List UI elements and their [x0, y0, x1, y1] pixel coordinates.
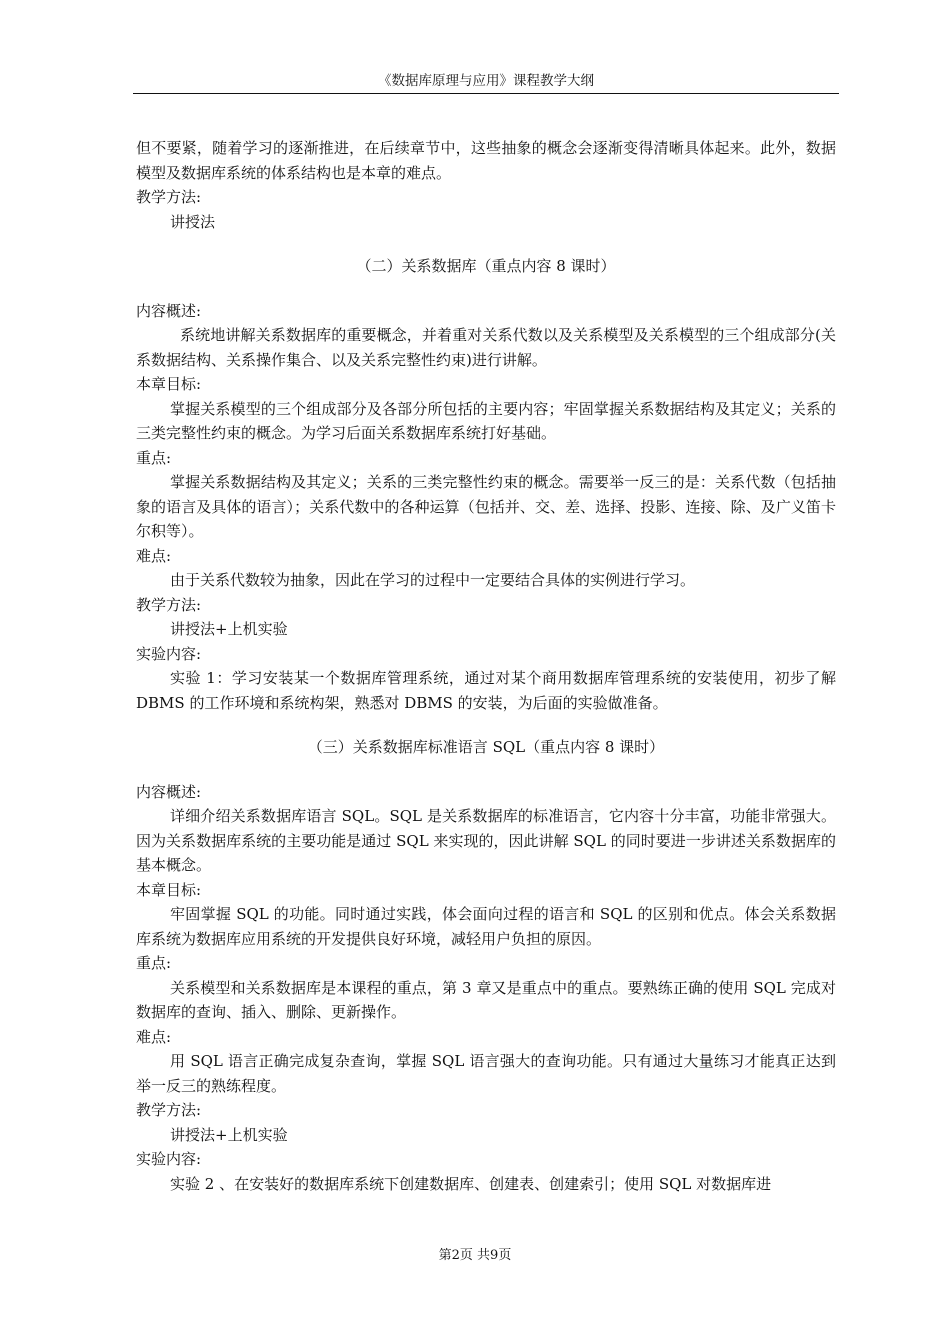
- section2-goal-label: 本章目标:: [136, 375, 202, 393]
- page-footer: 第2页 共9页: [438, 1248, 512, 1263]
- intro-method-value: 讲授法: [170, 212, 216, 231]
- intro-continuation: 但不要紧，随着学习的逐渐推进，在后续章节中，这些抽象的概念会逐渐变得清晰具体起来。此外，数据模型及数据库系统的体系结构也是本章的难点。: [136, 139, 836, 182]
- section2-lab-label: 实验内容:: [136, 644, 202, 663]
- section2-key-label: 重点:: [136, 448, 172, 467]
- section2-difficulty-label: 难点:: [136, 546, 172, 565]
- section3-goal-text: 牢固掌握 SQL 的功能。同时通过实践，体会面向过程的语言和 SQL 的区别和优点。体会关系数据库系统为数据库应用系统的开发提供良好环境，减轻用户负担的原因。: [136, 905, 836, 948]
- section3-key-text: 关系模型和关系数据库是本课程的重点，第 3 章又是重点中的重点。要熟练正确的使用 SQL 完成对数据库的查询、插入、删除、更新操作。: [136, 978, 836, 1021]
- section3-difficulty-label: 难点:: [136, 1027, 172, 1046]
- section2-goal-text: 掌握关系模型的三个组成部分及各部分所包括的主要内容；牢固掌握关系数据结构及其定义；关系的三类完整性约束的概念。为学习后面关系数据库系统打好基础。: [136, 399, 836, 442]
- section3-title: （三）关系数据库标准语言 SQL（重点内容 8 课时）: [307, 738, 665, 756]
- section2-overview-label: 内容概述:: [136, 301, 202, 320]
- section3-method-label: 教学方法:: [136, 1101, 202, 1119]
- document-body: [136, 136, 836, 1196]
- section3-lab-label: 实验内容:: [136, 1150, 202, 1168]
- section3-lab-text: 实验 2 、在安装好的数据库系统下创建数据库、创建表、创建索引；使用 SQL 对数据库进: [170, 1174, 772, 1193]
- section2-overview-text: 系统地讲解关系数据库的重要概念，并着重对关系代数以及关系模型及关系模型的三个组成部分(关系数据结构、关系操作集合、以及关系完整性约束)进行讲解。: [136, 326, 836, 369]
- section3-difficulty-text: 用 SQL 语言正确完成复杂查询，掌握 SQL 语言强大的查询功能。只有通过大量练习才能真正达到举一反三的熟练程度。: [136, 1052, 836, 1095]
- section3-goal-label: 本章目标:: [136, 880, 202, 899]
- header-divider: [133, 93, 839, 94]
- section2-method-value: 讲授法+上机实验: [170, 620, 288, 638]
- section2-key-text: 掌握关系数据结构及其定义；关系的三类完整性约束的概念。需要举一反三的是：关系代数（包括抽象的语言及具体的语言）；关系代数中的各种运算（包括并、交、差、选择、投影、连接、除、及广义笛卡尔积等）。: [136, 473, 836, 540]
- section2-lab-text: 实验 1：学习安装某一个数据库管理系统，通过对某个商用数据库管理系统的安装使用，初步了解 DBMS 的工作环境和系统构架，熟悉对 DBMS 的安装，为后面的实验做准备。: [136, 669, 836, 712]
- section2-title: （二）关系数据库（重点内容 8 课时）: [356, 257, 616, 275]
- intro-method-label: 教学方法:: [136, 188, 202, 206]
- page-header: 《数据库原理与应用》课程教学大纲: [378, 73, 594, 89]
- section2-method-label: 教学方法:: [136, 595, 202, 614]
- section3-method-value: 讲授法+上机实验: [170, 1125, 288, 1144]
- section3-overview-text: 详细介绍关系数据库语言 SQL。SQL 是关系数据库的标准语言，它内容十分丰富，功能非常强大。因为关系数据库系统的主要功能是通过 SQL 来实现的，因此讲解 SQL 的同时要进一步讲述关系数据库的基本概念。: [136, 807, 836, 874]
- section3-overview-label: 内容概述:: [136, 782, 202, 801]
- section2-difficulty-text: 由于关系代数较为抽象，因此在学习的过程中一定要结合具体的实例进行学习。: [170, 571, 696, 589]
- section3-key-label: 重点:: [136, 954, 172, 972]
